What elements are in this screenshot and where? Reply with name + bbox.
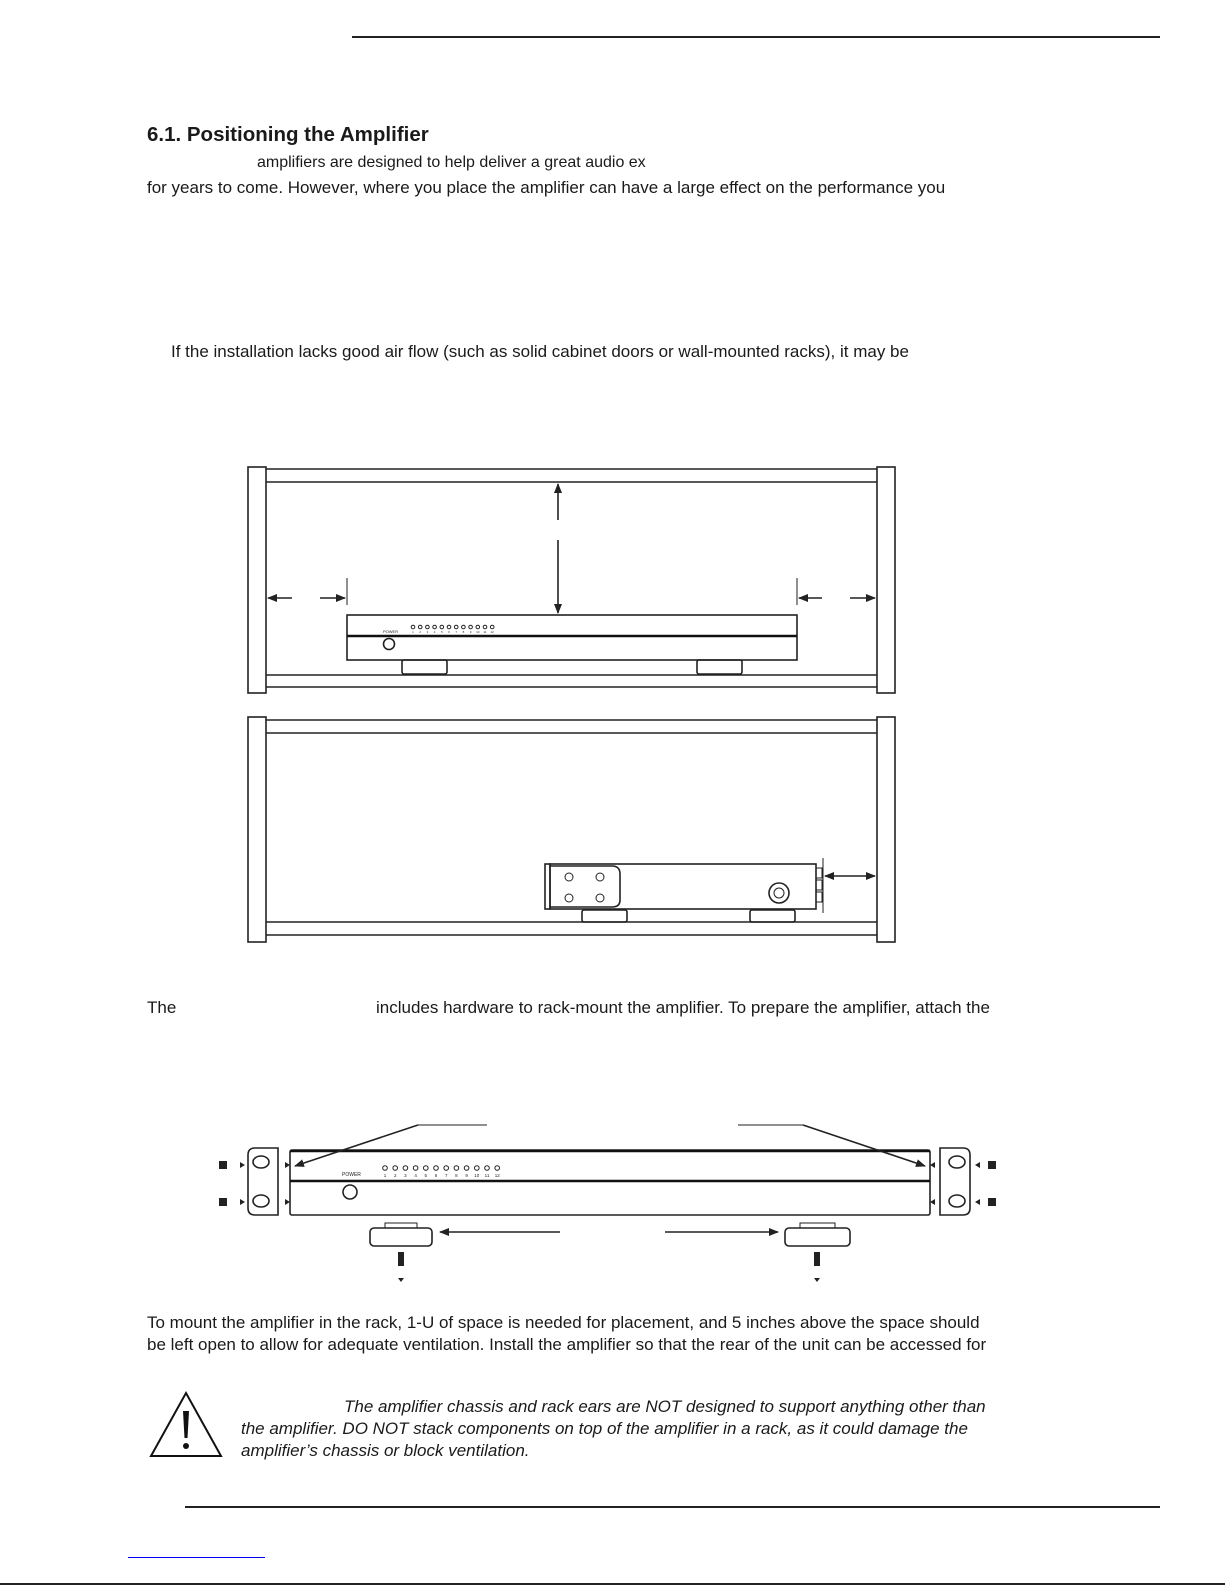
channel-number: 10 xyxy=(474,1173,480,1178)
screw-icons xyxy=(219,1161,996,1282)
channel-leds xyxy=(411,625,494,634)
channel-led-icon xyxy=(475,1166,480,1171)
foot xyxy=(402,660,447,674)
channel-number: 8 xyxy=(462,630,465,634)
power-label: POWER xyxy=(383,629,399,634)
warning-line-3: amplifier’s chassis or block ventilation. xyxy=(241,1441,530,1460)
rack-ear-left xyxy=(248,1148,278,1215)
rear-clearance-diagram xyxy=(248,717,895,942)
intro-line-2: for years to come. However, where you place the amplifier can have a large effect on the performance you xyxy=(147,178,946,197)
channel-number: 6 xyxy=(434,1173,438,1178)
channel-number: 7 xyxy=(455,630,458,634)
foot xyxy=(697,660,742,674)
channel-led-icon xyxy=(444,1166,449,1171)
channel-number: 1 xyxy=(412,630,414,634)
amplifier-front xyxy=(290,1150,930,1215)
channel-number: 11 xyxy=(484,1173,490,1178)
channel-led-icon xyxy=(424,1166,429,1171)
mount-line-2: be left open to allow for adequate ventilation. Install the amplifier so that the rear of the unit can be accessed for xyxy=(147,1335,987,1354)
warning-icon xyxy=(151,1393,221,1456)
channel-led-icon xyxy=(483,625,487,629)
channel-led-icon xyxy=(469,625,473,629)
warning-line-1: The amplifier chassis and rack ears are NOT designed to support anything other than xyxy=(344,1397,986,1416)
channel-number: 4 xyxy=(433,630,436,634)
channel-led-icon xyxy=(418,625,422,629)
channel-number: 12 xyxy=(494,1173,500,1178)
channel-led-icon xyxy=(393,1166,398,1171)
channel-number: 12 xyxy=(490,630,494,634)
channel-number: 8 xyxy=(455,1173,458,1178)
rack-hardware-rest: includes hardware to rack-mount the amplifier. To prepare the amplifier, attach the xyxy=(376,998,990,1017)
channel-led-icon xyxy=(485,1166,490,1171)
channel-led-icon xyxy=(454,1166,459,1171)
channel-number: 5 xyxy=(440,630,443,634)
amplifier-front xyxy=(347,615,797,660)
channel-led-icon xyxy=(464,1166,469,1171)
channel-number: 2 xyxy=(393,1173,397,1178)
channel-led-icon xyxy=(454,625,458,629)
foot xyxy=(785,1228,850,1246)
channel-led-icon xyxy=(462,625,466,629)
intro-line-1: amplifiers are designed to help deliver a great audio ex xyxy=(257,154,646,171)
channel-led-icon xyxy=(433,625,437,629)
power-button-icon xyxy=(343,1185,357,1199)
airflow-line: If the installation lacks good air flow (such as solid cabinet doors or wall-mounted racks), it may be xyxy=(171,342,909,361)
front-clearance-diagram xyxy=(248,467,895,693)
channel-number: 6 xyxy=(448,630,450,634)
rack-ear-right xyxy=(940,1148,970,1215)
channel-number: 4 xyxy=(414,1173,417,1178)
channel-led-icon xyxy=(411,625,415,629)
channel-number: 9 xyxy=(465,1173,468,1178)
channel-leds xyxy=(383,1166,500,1178)
channel-led-icon xyxy=(434,1166,439,1171)
channel-led-icon xyxy=(440,625,444,629)
power-label: POWER xyxy=(342,1172,361,1178)
channel-number: 7 xyxy=(444,1173,448,1178)
channel-number: 10 xyxy=(476,630,480,634)
rack-ear-diagram xyxy=(219,1125,996,1282)
channel-number: 11 xyxy=(483,630,487,634)
channel-led-icon xyxy=(383,1166,388,1171)
channel-led-icon xyxy=(413,1166,418,1171)
mount-line-1: To mount the amplifier in the rack, 1-U of space is needed for placement, and 5 inches above the space should xyxy=(147,1313,980,1332)
channel-led-icon xyxy=(403,1166,408,1171)
channel-led-icon xyxy=(447,625,451,629)
channel-number: 5 xyxy=(424,1173,428,1178)
channel-number: 3 xyxy=(426,630,429,634)
channel-number: 1 xyxy=(383,1173,387,1178)
channel-number: 2 xyxy=(419,630,422,634)
channel-led-icon xyxy=(490,625,494,629)
power-button-icon xyxy=(384,639,395,650)
rack-hardware-start: The xyxy=(147,998,177,1017)
channel-number: 3 xyxy=(404,1173,407,1178)
section-heading: 6.1. Positioning the Amplifier xyxy=(147,123,429,146)
channel-number: 9 xyxy=(469,630,472,634)
warning-line-2: the amplifier. DO NOT stack components on top of the amplifier in a rack, as it could damage the xyxy=(241,1419,968,1438)
foot xyxy=(370,1228,432,1246)
channel-led-icon xyxy=(495,1166,500,1171)
channel-led-icon xyxy=(476,625,480,629)
channel-led-icon xyxy=(426,625,430,629)
